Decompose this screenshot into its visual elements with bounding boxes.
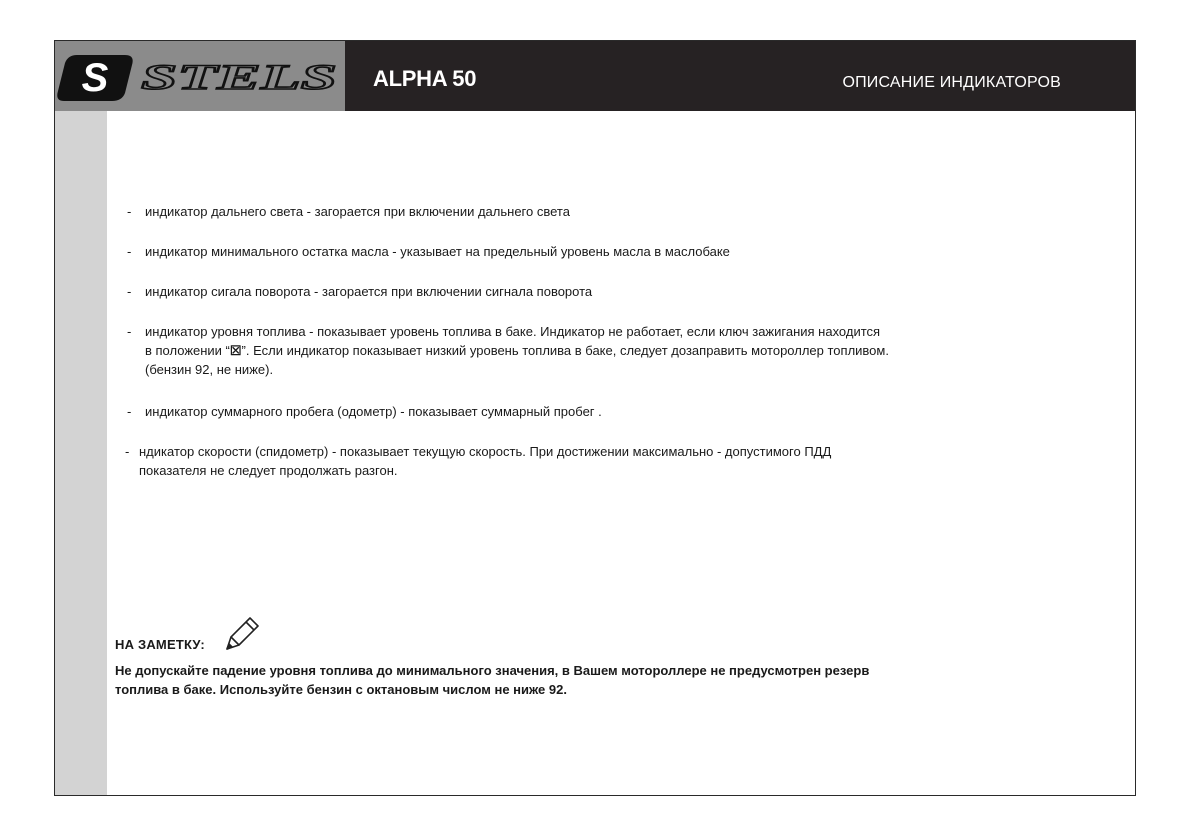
item-text: индикатор сигала поворота - загорается при включении сигнала поворота [145,284,593,299]
item-text-line: (бензин 92, не ниже). [145,362,274,377]
item-text: индикатор суммарного пробега (одометр) - показывает суммарный пробег . [145,404,602,419]
manual-page: S STELS ALPHA 50 ОПИСАНИЕ ИНДИКАТОРОВ - индикатор дальнего света - загорается при включении дальнего света - индикатор минимального остатка масла - указывает на предельный уровень масла в маслобаке - индикатор сигала поворота - загорается при включении сигнала поворота - индикатор уровня топлива - показывает уровень топлива в баке. Индикатор не работает, если ключ зажигания находится в положении “☒”. Если индикатор показывает низкий уровень топлива в баке, следует дозаправить мотороллер топливом. (бензин 92, не ниже). - индикатор суммарного пробега (одометр) - показывает суммарный пробег . - ндикатор скорости (спидометр) - показывает текущую скорость. При достижении максимально - допустимого ПДД показателя не следует продолжать разгон. НА ЗАМЕТКУ: Не допускайте падение уровня топлива до минимального значения, в Вашем мотороллере не предусмотрен резерв топлива в баке. Используйте бензин с октановым числом не ниже 92. [54,40,1136,796]
item-text: ндикатор скорости (спидометр) - показывает текущую скорость. При достижении максимально - допустимого ПДД [139,444,832,459]
item-text: индикатор уровня топлива - показывает уровень топлива в баке. Индикатор не работает, если ключ зажигания находится [145,324,881,339]
page-header [55,41,1135,111]
note-title: НА ЗАМЕТКУ: [115,637,205,652]
note-line: Не допускайте падение уровня топлива до минимального значения, в Вашем мотороллере не предусмотрен резерв [115,663,870,678]
item-text-line: показателя не следует продолжать разгон. [139,463,398,478]
note-text [115,661,1105,699]
model-name: ALPHA 50 [373,66,477,91]
note-line: топлива в баке. Используйте бензин с октановым числом не ниже 92. [115,682,567,697]
side-strip [55,111,107,795]
brand-logo [55,41,345,111]
item-text: индикатор дальнего света - загорается при включении дальнего света [145,204,570,219]
pencil-icon [223,613,263,653]
item-text-line: в положении “☒”. Если индикатор показывает низкий уровень топлива в баке, следует дозаправить мотороллер топливом. [145,343,889,358]
stels-logo-icon [55,41,345,111]
brand-name: STELS [141,57,337,97]
item-text: индикатор минимального остатка масла - указывает на предельный уровень масла в маслобаке [145,244,730,259]
section-title: ОПИСАНИЕ ИНДИКАТОРОВ [842,74,1061,91]
ignition-off-icon: ☒ [229,343,242,358]
brand-letter: S [81,56,109,100]
